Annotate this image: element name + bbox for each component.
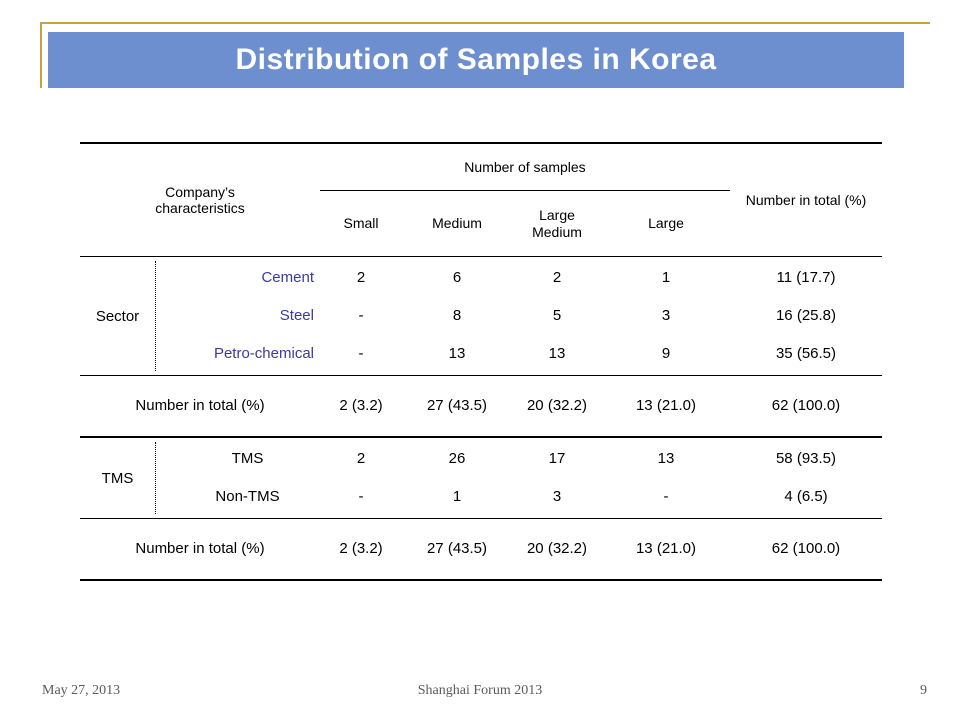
- title-bar: [48, 32, 904, 88]
- table-cell: 3: [552, 488, 562, 506]
- slide-title: Distribution of Samples in Korea: [235, 43, 717, 76]
- header-size-medium: Medium: [432, 215, 482, 232]
- samples-table: [80, 142, 882, 581]
- table-cell: 27 (43.5): [426, 397, 488, 415]
- sector-name-steel: Steel: [279, 307, 314, 325]
- frame-left-line: [40, 22, 42, 88]
- table-row: [80, 478, 882, 516]
- table-cell: -: [358, 488, 364, 506]
- header-size-large: Large: [648, 215, 684, 232]
- table-cell: 6: [452, 269, 462, 287]
- table-cell: 13: [548, 345, 566, 363]
- tms-total-label: Number in total (%): [135, 540, 265, 558]
- table-cell: 1: [661, 269, 671, 287]
- table-row: [80, 440, 882, 478]
- table-cell: 13 (21.0): [635, 540, 697, 558]
- table-cell: 35 (56.5): [775, 345, 837, 363]
- table-cell: 62 (100.0): [771, 540, 841, 558]
- header-number-in-total: Number in total (%): [745, 191, 867, 208]
- sector-total-row: [80, 376, 882, 438]
- table-cell: 27 (43.5): [426, 540, 488, 558]
- table-cell: 2 (3.2): [339, 397, 383, 415]
- table-cell: 2: [356, 269, 366, 287]
- table-cell: 62 (100.0): [771, 397, 841, 415]
- table-cell: 3: [661, 307, 671, 325]
- table-cell: 20 (32.2): [526, 397, 588, 415]
- frame-top-line: [40, 22, 930, 24]
- tms-name-tms: TMS: [231, 450, 264, 468]
- sector-label: Sector: [95, 307, 140, 325]
- table-cell: 26: [448, 450, 466, 468]
- footer-event: Shanghai Forum 2013: [417, 683, 543, 698]
- table-cell: 9: [661, 345, 671, 363]
- header-characteristics: Company’s characteristics: [155, 183, 245, 216]
- table-cell: 17: [548, 450, 566, 468]
- tms-name-non-tms: Non-TMS: [215, 488, 280, 506]
- sector-total-label: Number in total (%): [135, 397, 265, 415]
- table-cell: 13: [657, 450, 675, 468]
- sector-group: [80, 257, 882, 376]
- table-row: [80, 259, 882, 297]
- table-row: [80, 335, 882, 373]
- table-cell: 58 (93.5): [775, 450, 837, 468]
- tms-total-row: [80, 519, 882, 579]
- table-header: [80, 144, 882, 257]
- sector-name-cement: Cement: [261, 269, 314, 287]
- table-cell: 2: [356, 450, 366, 468]
- table-cell: 13: [448, 345, 466, 363]
- footer-page-number: 9: [920, 683, 927, 698]
- table-cell: 11 (17.7): [776, 269, 836, 287]
- table-row: [80, 297, 882, 335]
- table-cell: -: [663, 488, 669, 506]
- table-cell: 1: [452, 488, 462, 506]
- sector-name-petro-chemical: Petro-chemical: [213, 345, 314, 363]
- table-cell: -: [358, 307, 364, 325]
- table-cell: 8: [452, 307, 462, 325]
- table-cell: 4 (6.5): [784, 488, 828, 506]
- table-cell: 5: [552, 307, 562, 325]
- header-size-small: Small: [343, 215, 379, 232]
- tms-group: [80, 438, 882, 519]
- table-cell: -: [358, 345, 364, 363]
- table-cell: 2 (3.2): [339, 540, 383, 558]
- table-cell: 16 (25.8): [775, 307, 837, 325]
- table-cell: 20 (32.2): [526, 540, 588, 558]
- table-cell: 2: [552, 269, 562, 287]
- header-size-large-medium: Large Medium: [532, 207, 582, 240]
- footer-date: May 27, 2013: [42, 683, 121, 698]
- tms-label: TMS: [101, 469, 134, 487]
- header-number-of-samples: Number of samples: [464, 158, 586, 175]
- table-cell: 13 (21.0): [635, 397, 697, 415]
